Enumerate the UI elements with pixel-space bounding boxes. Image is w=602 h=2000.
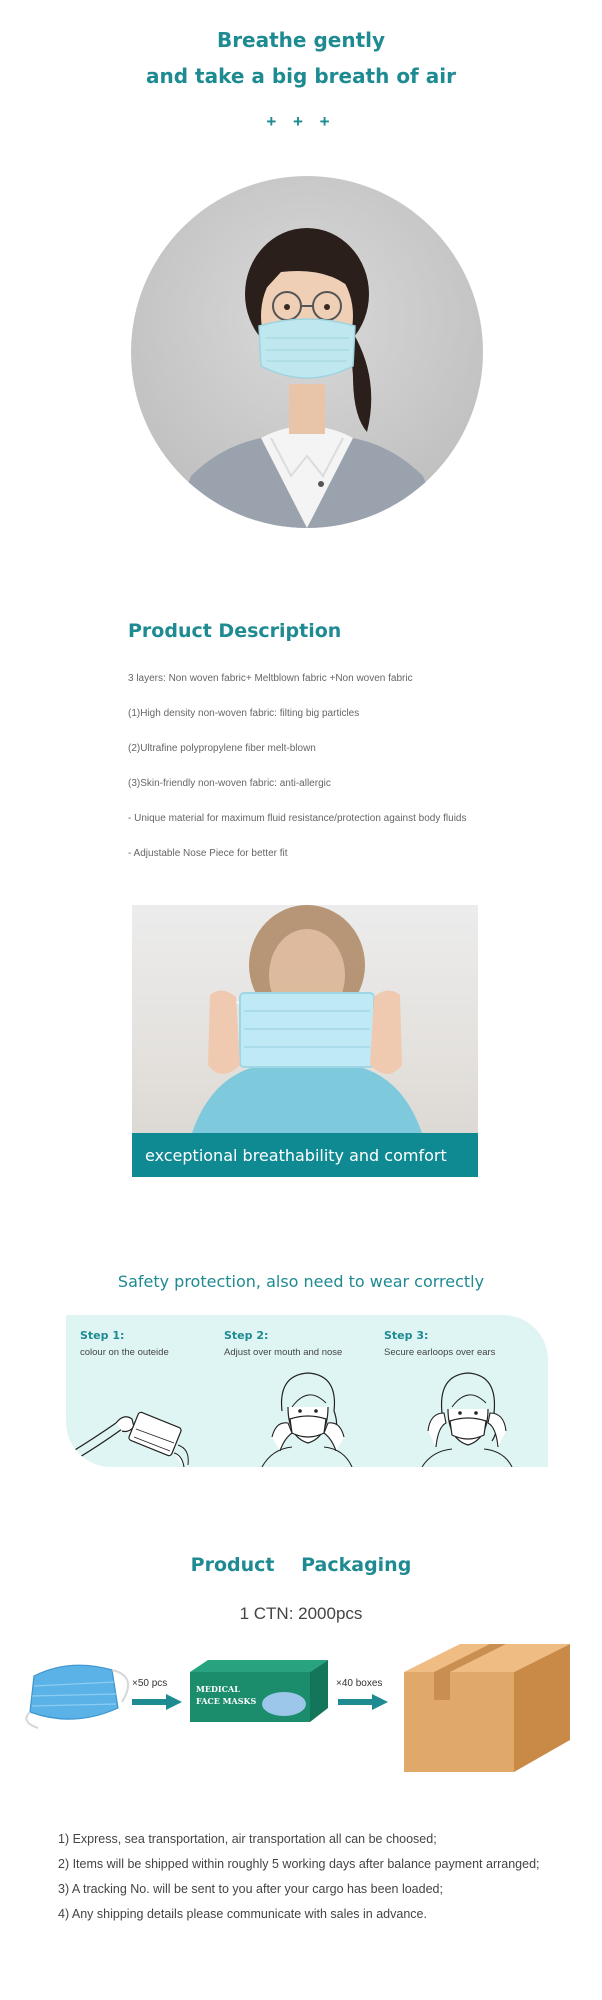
description-item: - Adjustable Nose Piece for better fit (128, 848, 288, 859)
woman-with-mask-portrait (131, 176, 483, 528)
single-mask-image (20, 1652, 130, 1732)
step-2-title: Step 2: (224, 1329, 269, 1342)
mask-box-image (190, 1660, 328, 1722)
step-1-title: Step 1: (80, 1329, 125, 1342)
product-description-title: Product Description (128, 620, 342, 642)
description-item: - Unique material for maximum fluid resistance/protection against body fluids (128, 813, 467, 824)
step-3-illustration (412, 1367, 522, 1467)
arrow-right-icon (338, 1694, 388, 1710)
woman-holding-mask-photo (132, 905, 478, 1177)
description-item: 3 layers: Non woven fabric+ Meltblown fabric +Non woven fabric (128, 673, 413, 684)
step-1-illustration (70, 1385, 200, 1467)
description-item: (1)High density non-woven fabric: filting big particles (128, 708, 360, 719)
step-2 (224, 1329, 342, 1358)
hero-headline-1: Breathe gently (216, 28, 386, 52)
shipping-item: 4) Any shipping details please communicate with sales in advance. (58, 1907, 427, 1921)
product-packaging-title: Product Packaging (190, 1554, 412, 1576)
carton-quantity: 1 CTN: 2000pcs (239, 1604, 363, 1623)
wearing-steps-panel (66, 1315, 548, 1467)
box-text-line1: MEDICAL (196, 1684, 240, 1694)
qty-per-box: ×50 pcs (132, 1678, 168, 1689)
step-2-desc: Adjust over mouth and nose (224, 1347, 343, 1358)
description-item: (3)Skin-friendly non-woven fabric: anti-allergic (128, 778, 331, 789)
breathability-banner: exceptional breathability and comfort (132, 1133, 478, 1177)
shipping-item: 2) Items will be shipped within roughly 5 working days after balance payment arranged; (58, 1857, 540, 1871)
step-3-desc: Secure earloops over ears (384, 1347, 496, 1358)
shipping-carton-image (404, 1644, 570, 1774)
box-text-line2: FACE MASKS (196, 1696, 257, 1706)
shipping-info-list (58, 1830, 598, 1930)
hero-ornament: + + + (266, 112, 336, 131)
step-3 (384, 1329, 495, 1358)
product-description-list (128, 672, 528, 882)
qty-per-carton: ×40 boxes (336, 1678, 383, 1689)
shipping-item: 1) Express, sea transportation, air transportation all can be choosed; (58, 1832, 437, 1846)
arrow-right-icon (132, 1694, 182, 1710)
hero-headline-2: and take a big breath of air (146, 64, 456, 88)
description-item: (2)Ultrafine polypropylene fiber melt-blown (128, 743, 316, 754)
step-3-title: Step 3: (384, 1329, 429, 1342)
step-2-illustration (252, 1367, 362, 1467)
step-1-desc: colour on the outeide (80, 1347, 169, 1358)
safety-title: Safety protection, also need to wear correctly (117, 1272, 485, 1291)
step-1 (80, 1329, 169, 1358)
shipping-item: 3) A tracking No. will be sent to you after your cargo has been loaded; (58, 1882, 443, 1896)
